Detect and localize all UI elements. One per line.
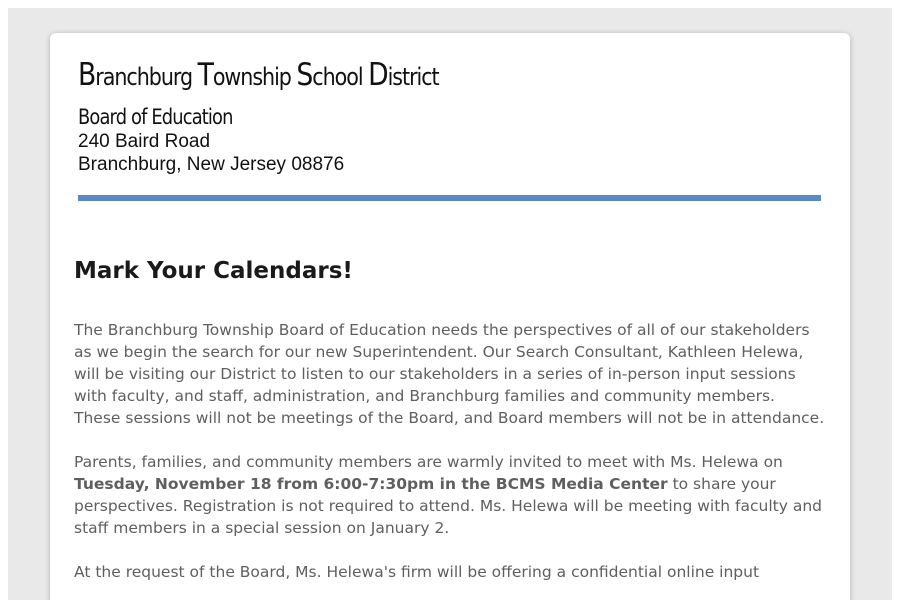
header-divider <box>78 195 821 201</box>
district-word-rest: istrict <box>387 63 439 91</box>
event-date-time: Tuesday, November 18 from 6:00-7:30pm in the BCMS Media Center <box>74 475 668 493</box>
letter-card <box>50 33 850 600</box>
online-input-paragraph: At the request of the Board, Ms. Helewa's firm will be offering a confidential online input <box>74 563 760 581</box>
announcement-body <box>74 255 826 583</box>
page-background <box>8 8 892 600</box>
letterhead <box>78 57 821 176</box>
district-word-rest: chool <box>312 63 369 91</box>
district-word-rest: ownship <box>212 63 297 91</box>
district-word-initial: D <box>368 57 388 93</box>
intro-paragraph: The Branchburg Township Board of Education needs the perspectives of all of our stakeholders as we begin the search for our new Superintendent. Our Search Consultant, Kathleen Helewa, will be visiting our District to listen to our stakeholders in a series of in-person input sessions with faculty, and staff, administration, and Branchburg families and community members. These sessions will not be meetings of the Board, and Board members will not be in attendance. <box>74 321 825 427</box>
address-line-2: Branchburg, New Jersey 08876 <box>78 154 345 175</box>
district-name <box>78 57 717 95</box>
invitation-text-start: Parents, families, and community members are warmly invited to meet with Ms. Helewa on <box>74 453 783 471</box>
district-word-rest: ranchburg <box>95 63 198 91</box>
invitation-text-end: to share your perspectives. Registration is not required to attend. Ms. Helewa will be meeting with faculty and staff members in a special session on January 2. <box>74 475 822 537</box>
district-word-initial: T <box>197 57 213 93</box>
district-word-initial: S <box>296 57 313 93</box>
district-word-initial: B <box>78 57 96 93</box>
announcement-headline: Mark Your Calendars! <box>74 258 353 284</box>
address-line-1: 240 Baird Road <box>78 131 211 152</box>
invitation-paragraph <box>74 451 826 539</box>
board-of-education-title: Board of Education <box>78 105 233 129</box>
